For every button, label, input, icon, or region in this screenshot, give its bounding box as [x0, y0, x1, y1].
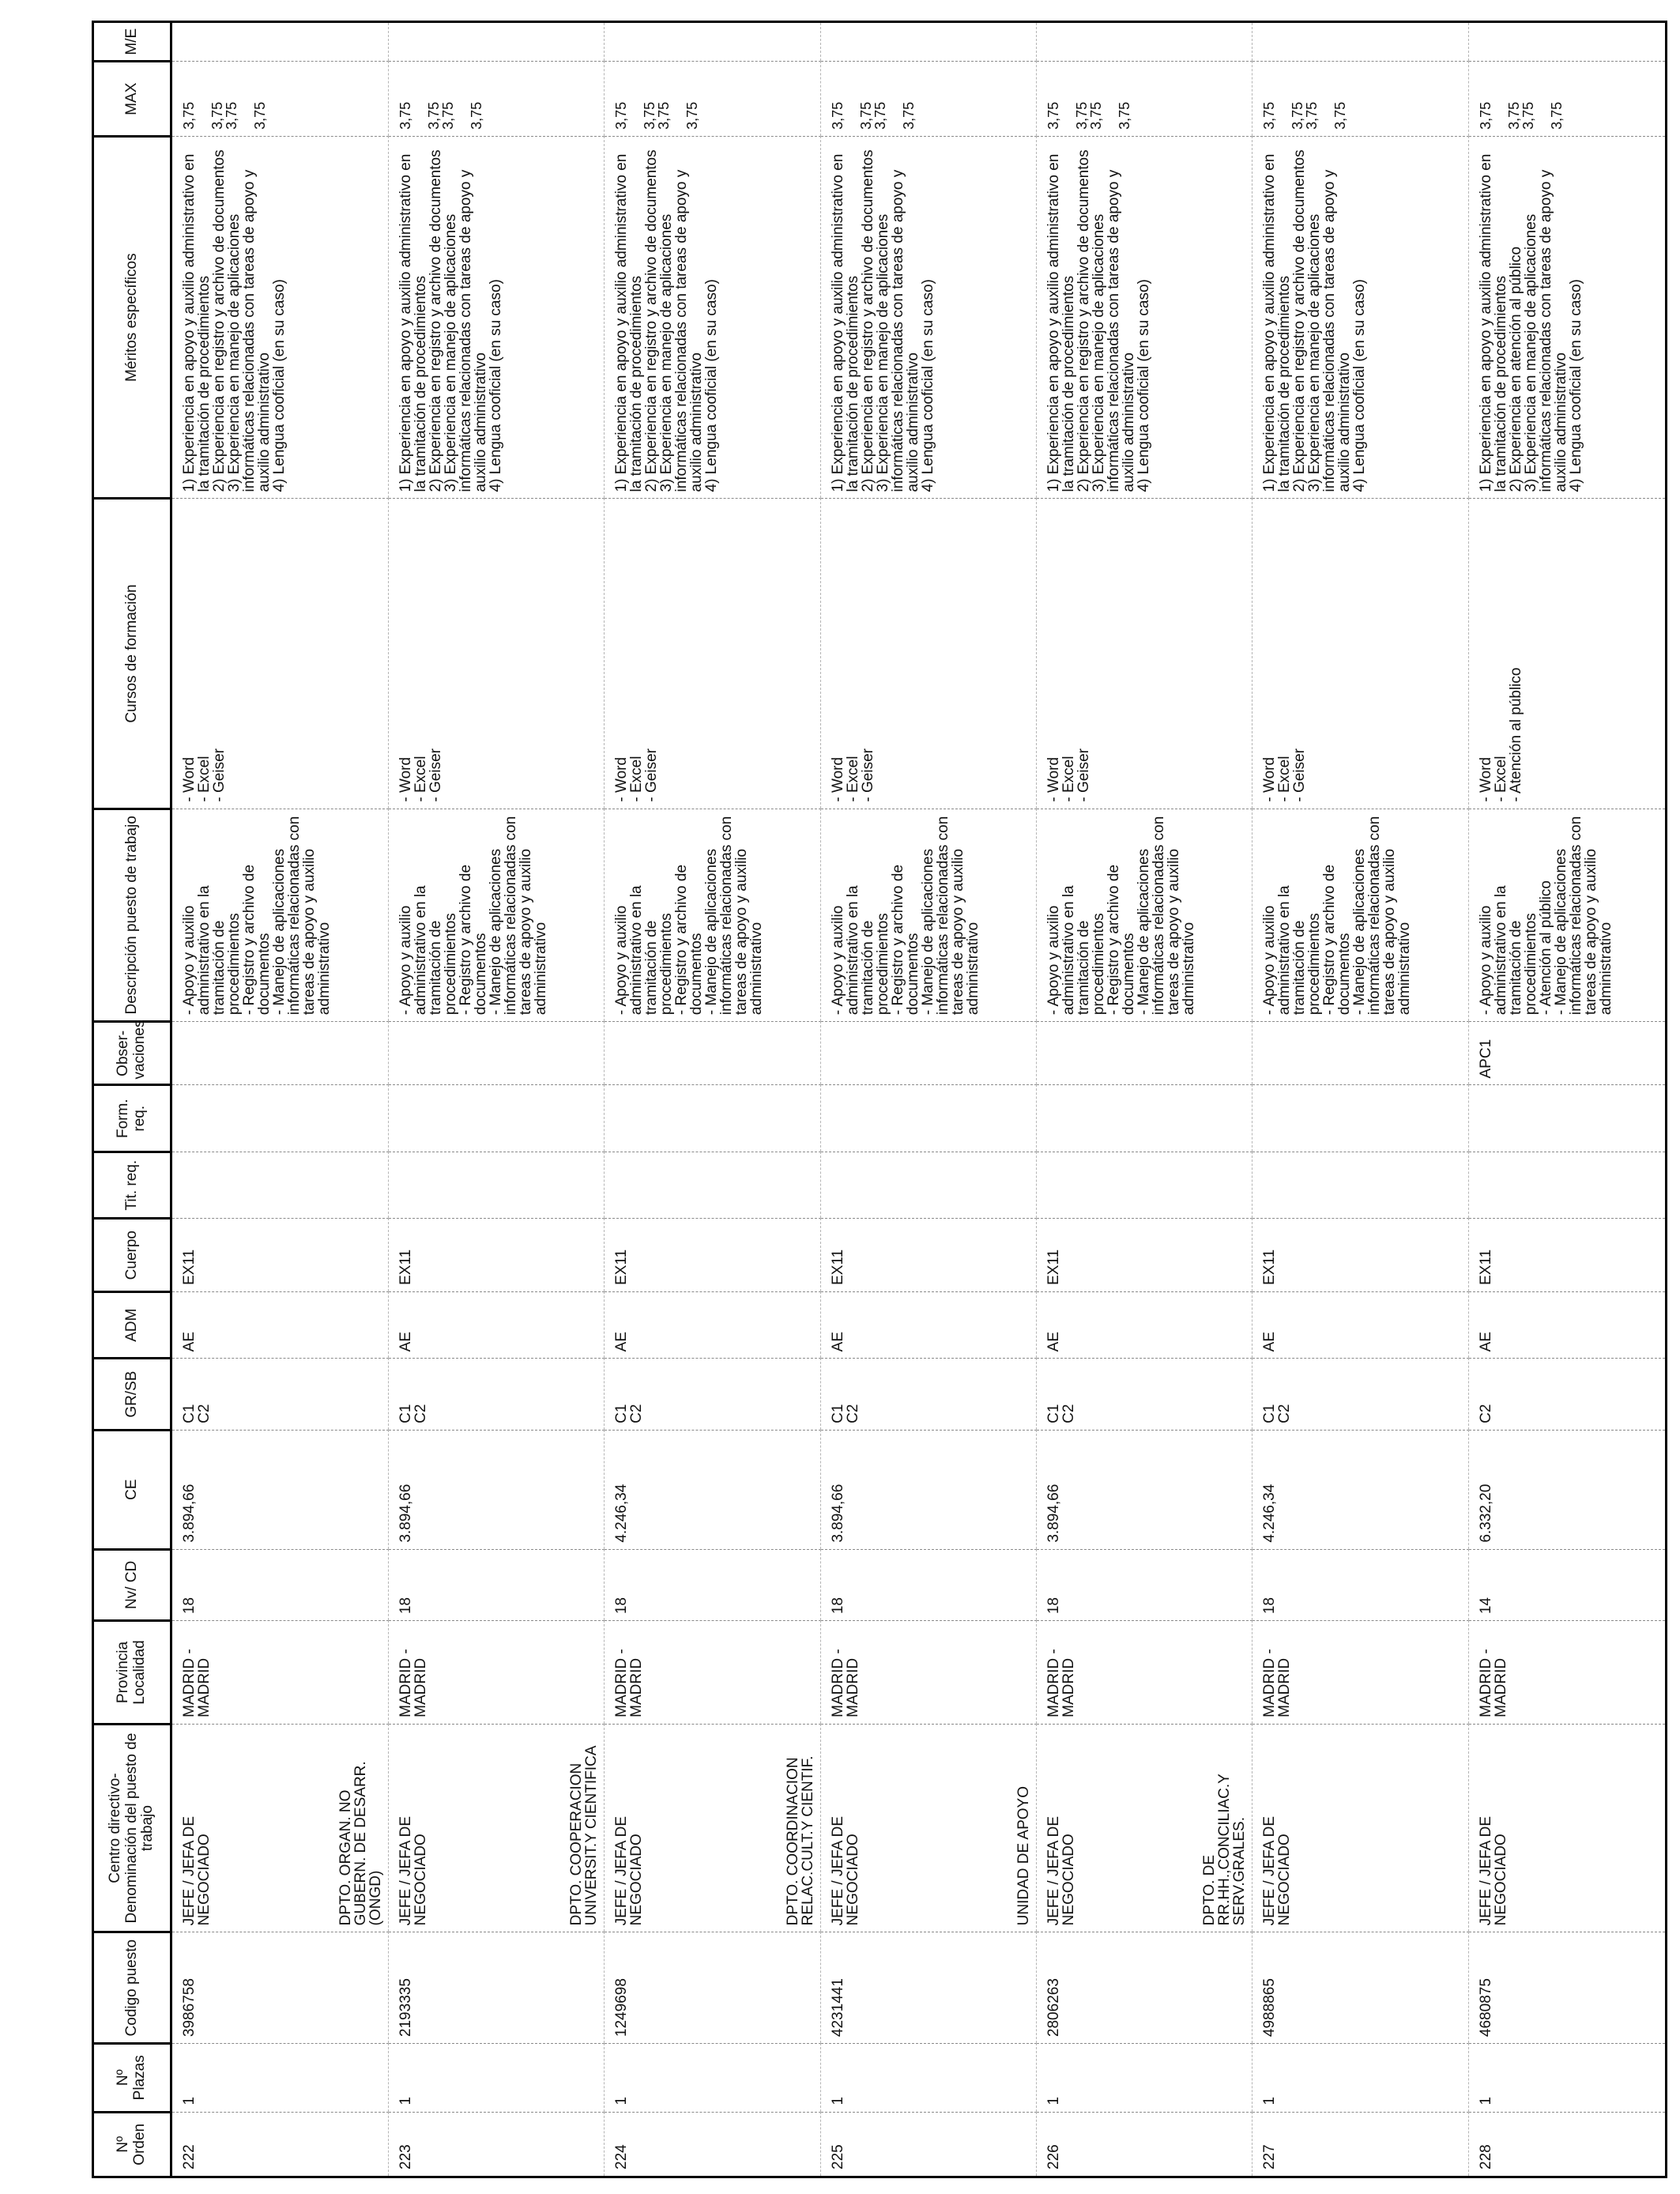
- cell-me: [171, 22, 389, 62]
- cell-nivel: 18: [1036, 1549, 1252, 1620]
- header-codigo: Codigo puesto: [93, 1932, 171, 2044]
- header-row: [93, 22, 171, 2177]
- cell-me: [1252, 22, 1468, 62]
- cell-cuerpo: EX11: [1252, 1219, 1468, 1292]
- centro-directivo-unidad: UNIDAD DE APOYO: [1015, 1785, 1032, 1926]
- header-meritos: Méritos específicos: [93, 136, 171, 499]
- cell-orden: 227: [1252, 2112, 1468, 2177]
- cell-descripcion: - Apoyo y auxilio administrativo en la tramitación de procedimientos - Atención al público - Manejo de aplicaciones informáticas relacionadas con tareas de apoyo y auxilio administrativo: [1468, 809, 1666, 1021]
- cell-tit-req: [820, 1152, 1036, 1218]
- cell-cursos: - Word - Excel - Geiser: [820, 499, 1036, 809]
- cell-centro-directivo: [1468, 1724, 1666, 1932]
- header-ce: CE: [93, 1430, 171, 1549]
- cell-observaciones: [820, 1022, 1036, 1085]
- puesto-denominacion: JEFE / JEFA DE NEGOCIADO: [1045, 1815, 1077, 1926]
- cell-codigo: 2806263: [1036, 1932, 1252, 2044]
- cell-cuerpo: EX11: [820, 1219, 1036, 1292]
- centro-directivo-unidad: DPTO. COOPERACION UNIVERSIT.Y CIENTIFICA: [568, 1745, 601, 1926]
- cell-centro-directivo: [388, 1724, 604, 1932]
- cell-me: [1468, 22, 1666, 62]
- header-cuerpo: Cuerpo: [93, 1219, 171, 1292]
- puesto-denominacion: JEFE / JEFA DE NEGOCIADO: [397, 1815, 429, 1926]
- puesto-denominacion: JEFE / JEFA DE NEGOCIADO: [1477, 1815, 1509, 1926]
- cell-nivel: 18: [1252, 1549, 1468, 1620]
- cell-orden: 225: [820, 2112, 1036, 2177]
- cell-plazas: 1: [820, 2044, 1036, 2112]
- cell-codigo: 1249698: [605, 1932, 820, 2044]
- table-row: [820, 22, 1036, 2177]
- cell-codigo: 4988865: [1252, 1932, 1468, 2044]
- cell-max: 3,75 3,75 3,75 3,75: [388, 62, 604, 137]
- cell-meritos: 1) Experiencia en apoyo y auxilio administrativo en la tramitación de procedimientos 2) Experiencia en registro y archivo de documentos 3) Experiencia en manejo de aplicaciones informáticas relacionadas con tareas de apoyo y auxilio administrativo 4) Lengua cooficial (en su caso): [605, 136, 820, 499]
- cell-cursos: - Word - Excel - Geiser: [605, 499, 820, 809]
- cell-codigo: 3986758: [171, 1932, 389, 2044]
- cell-centro-directivo: [171, 1724, 389, 1932]
- header-observaciones: Obser- vaciones: [93, 1022, 171, 1085]
- centro-directivo-unidad: DPTO. ORGAN. NO GUBERN. DE DESARR.(ONGD): [337, 1761, 384, 1926]
- header-max: MAX: [93, 62, 171, 137]
- cell-cursos: - Word - Excel - Atención al público: [1468, 499, 1666, 809]
- header-provincia: Provincia Localidad: [93, 1621, 171, 1725]
- cell-form-req: [171, 1085, 389, 1152]
- cell-meritos: 1) Experiencia en apoyo y auxilio administrativo en la tramitación de procedimientos 2) Experiencia en atención al público 3) Experiencia en manejo de aplicaciones informáticas relacionadas con tareas de apoyo y auxilio administrativo 4) Lengua cooficial (en su caso): [1468, 136, 1666, 499]
- cell-meritos: 1) Experiencia en apoyo y auxilio administrativo en la tramitación de procedimientos 2) Experiencia en registro y archivo de documentos 3) Experiencia en manejo de aplicaciones informáticas relacionadas con tareas de apoyo y auxilio administrativo 4) Lengua cooficial (en su caso): [171, 136, 389, 499]
- header-cursos: Cursos de formación: [93, 499, 171, 809]
- cell-cuerpo: EX11: [388, 1219, 604, 1292]
- cell-codigo: 4680875: [1468, 1932, 1666, 2044]
- cell-codigo: 2193335: [388, 1932, 604, 2044]
- table-row: [1036, 22, 1252, 2177]
- puesto-denominacion: JEFE / JEFA DE NEGOCIADO: [1261, 1815, 1294, 1926]
- header-descripcion: Descripción puesto de trabajo: [93, 809, 171, 1021]
- header-form-req: Form. req.: [93, 1085, 171, 1152]
- cell-tit-req: [388, 1152, 604, 1218]
- cell-grsb: C1 C2: [820, 1359, 1036, 1430]
- cell-adm: AE: [171, 1291, 389, 1358]
- cell-nivel: 18: [605, 1549, 820, 1620]
- cell-cursos: - Word - Excel - Geiser: [388, 499, 604, 809]
- cell-grsb: C1 C2: [388, 1359, 604, 1430]
- cell-provincia: MADRID - MADRID: [605, 1621, 820, 1725]
- header-grsb: GR/SB: [93, 1359, 171, 1430]
- cell-orden: 224: [605, 2112, 820, 2177]
- cell-tit-req: [605, 1152, 820, 1218]
- header-centro-directivo: Centro directivo- Denominación del puesto de trabajo: [93, 1724, 171, 1932]
- cell-tit-req: [1468, 1152, 1666, 1218]
- cell-me: [1036, 22, 1252, 62]
- cell-form-req: [388, 1085, 604, 1152]
- cell-cursos: - Word - Excel - Geiser: [1252, 499, 1468, 809]
- table-row: [171, 22, 389, 2177]
- cell-form-req: [605, 1085, 820, 1152]
- cell-form-req: [1468, 1085, 1666, 1152]
- puesto-denominacion: JEFE / JEFA DE NEGOCIADO: [829, 1815, 861, 1926]
- cell-plazas: 1: [171, 2044, 389, 2112]
- cell-provincia: MADRID - MADRID: [1036, 1621, 1252, 1725]
- cell-provincia: MADRID - MADRID: [820, 1621, 1036, 1725]
- cell-descripcion: - Apoyo y auxilio administrativo en la tramitación de procedimientos - Registro y archivo de documentos - Manejo de aplicaciones informáticas relacionadas con tareas de apoyo y auxilio administrativo: [605, 809, 820, 1021]
- cell-descripcion: - Apoyo y auxilio administrativo en la tramitación de procedimientos - Registro y archivo de documentos - Manejo de aplicaciones informáticas relacionadas con tareas de apoyo y auxilio administrativo: [1036, 809, 1252, 1021]
- cell-ce: 3.894,66: [820, 1430, 1036, 1549]
- header-plazas: Nº Plazas: [93, 2044, 171, 2112]
- cell-grsb: C1 C2: [1252, 1359, 1468, 1430]
- cell-centro-directivo: [605, 1724, 820, 1932]
- cell-me: [605, 22, 820, 62]
- cell-meritos: 1) Experiencia en apoyo y auxilio administrativo en la tramitación de procedimientos 2) Experiencia en registro y archivo de documentos 3) Experiencia en manejo de aplicaciones informáticas relacionadas con tareas de apoyo y auxilio administrativo 4) Lengua cooficial (en su caso): [388, 136, 604, 499]
- cell-cuerpo: EX11: [605, 1219, 820, 1292]
- cell-tit-req: [171, 1152, 389, 1218]
- cell-provincia: MADRID - MADRID: [171, 1621, 389, 1725]
- cell-tit-req: [1036, 1152, 1252, 1218]
- header-nivel: Nv/ CD: [93, 1549, 171, 1620]
- cell-form-req: [1252, 1085, 1468, 1152]
- cell-plazas: 1: [1468, 2044, 1666, 2112]
- cell-grsb: C1 C2: [171, 1359, 389, 1430]
- cell-nivel: 18: [388, 1549, 604, 1620]
- cell-ce: 6.332,20: [1468, 1430, 1666, 1549]
- cell-plazas: 1: [388, 2044, 604, 2112]
- cell-cuerpo: EX11: [1036, 1219, 1252, 1292]
- cell-form-req: [820, 1085, 1036, 1152]
- cell-nivel: 18: [171, 1549, 389, 1620]
- cell-max: 3,75 3,75 3,75 3,75: [605, 62, 820, 137]
- cell-orden: 228: [1468, 2112, 1666, 2177]
- cell-observaciones: [1252, 1022, 1468, 1085]
- cell-ce: 4.246,34: [605, 1430, 820, 1549]
- cell-tit-req: [1252, 1152, 1468, 1218]
- centro-directivo-unidad: DPTO. COORDINACION RELAC.CULT.Y CIENTIF.: [784, 1755, 816, 1926]
- cell-nivel: 18: [820, 1549, 1036, 1620]
- cell-orden: 226: [1036, 2112, 1252, 2177]
- cell-observaciones: [605, 1022, 820, 1085]
- cell-plazas: 1: [1252, 2044, 1468, 2112]
- cell-meritos: 1) Experiencia en apoyo y auxilio administrativo en la tramitación de procedimientos 2) Experiencia en registro y archivo de documentos 3) Experiencia en manejo de aplicaciones informáticas relacionadas con tareas de apoyo y auxilio administrativo 4) Lengua cooficial (en su caso): [1036, 136, 1252, 499]
- cell-observaciones: [171, 1022, 389, 1085]
- cell-codigo: 4231441: [820, 1932, 1036, 2044]
- header-orden: Nº Orden: [93, 2112, 171, 2177]
- cell-observaciones: [388, 1022, 604, 1085]
- cell-ce: 3.894,66: [171, 1430, 389, 1549]
- cell-centro-directivo: [1252, 1724, 1468, 1932]
- cell-descripcion: - Apoyo y auxilio administrativo en la tramitación de procedimientos - Registro y archivo de documentos - Manejo de aplicaciones informáticas relacionadas con tareas de apoyo y auxilio administrativo: [388, 809, 604, 1021]
- table-row: [1252, 22, 1468, 2177]
- cell-descripcion: - Apoyo y auxilio administrativo en la tramitación de procedimientos - Registro y archivo de documentos - Manejo de aplicaciones informáticas relacionadas con tareas de apoyo y auxilio administrativo: [1252, 809, 1468, 1021]
- cell-ce: 4.246,34: [1252, 1430, 1468, 1549]
- cell-grsb: C2: [1468, 1359, 1666, 1430]
- cell-max: 3,75 3,75 3,75 3,75: [820, 62, 1036, 137]
- header-me: M/E: [93, 22, 171, 62]
- cell-observaciones: APC1: [1468, 1022, 1666, 1085]
- cell-nivel: 14: [1468, 1549, 1666, 1620]
- cell-adm: AE: [388, 1291, 604, 1358]
- cell-plazas: 1: [605, 2044, 820, 2112]
- puesto-denominacion: JEFE / JEFA DE NEGOCIADO: [181, 1815, 213, 1926]
- cell-max: 3,75 3,75 3,75 3,75: [1252, 62, 1468, 137]
- cell-adm: AE: [1252, 1291, 1468, 1358]
- table-body: [171, 22, 1667, 2177]
- centro-directivo-unidad: DPTO. DE RR.HH.,CONCILIAC.Y SERV.GRALES.: [1201, 1774, 1249, 1926]
- cell-centro-directivo: [820, 1724, 1036, 1932]
- cell-orden: 223: [388, 2112, 604, 2177]
- cell-provincia: MADRID - MADRID: [1252, 1621, 1468, 1725]
- cell-max: 3,75 3,75 3,75 3,75: [1036, 62, 1252, 137]
- cell-max: 3,75 3,75 3,75 3,75: [171, 62, 389, 137]
- job-positions-table: [92, 21, 1667, 2178]
- cell-observaciones: [1036, 1022, 1252, 1085]
- cell-meritos: 1) Experiencia en apoyo y auxilio administrativo en la tramitación de procedimientos 2) Experiencia en registro y archivo de documentos 3) Experiencia en manejo de aplicaciones informáticas relacionadas con tareas de apoyo y auxilio administrativo 4) Lengua cooficial (en su caso): [820, 136, 1036, 499]
- cell-cuerpo: EX11: [1468, 1219, 1666, 1292]
- cell-adm: AE: [605, 1291, 820, 1358]
- cell-descripcion: - Apoyo y auxilio administrativo en la tramitación de procedimientos - Registro y archivo de documentos - Manejo de aplicaciones informáticas relacionadas con tareas de apoyo y auxilio administrativo: [820, 809, 1036, 1021]
- cell-orden: 222: [171, 2112, 389, 2177]
- table-row: [1468, 22, 1666, 2177]
- cell-meritos: 1) Experiencia en apoyo y auxilio administrativo en la tramitación de procedimientos 2) Experiencia en registro y archivo de documentos 3) Experiencia en manejo de aplicaciones informáticas relacionadas con tareas de apoyo y auxilio administrativo 4) Lengua cooficial (en su caso): [1252, 136, 1468, 499]
- cell-cursos: - Word - Excel - Geiser: [1036, 499, 1252, 809]
- cell-provincia: MADRID - MADRID: [1468, 1621, 1666, 1725]
- cell-grsb: C1 C2: [605, 1359, 820, 1430]
- cell-cursos: - Word - Excel - Geiser: [171, 499, 389, 809]
- cell-max: 3,75 3,75 3,75 3,75: [1468, 62, 1666, 137]
- cell-adm: AE: [1036, 1291, 1252, 1358]
- cell-centro-directivo: [1036, 1724, 1252, 1932]
- cell-me: [820, 22, 1036, 62]
- puesto-denominacion: JEFE / JEFA DE NEGOCIADO: [613, 1815, 646, 1926]
- cell-me: [388, 22, 604, 62]
- cell-adm: AE: [820, 1291, 1036, 1358]
- cell-descripcion: - Apoyo y auxilio administrativo en la tramitación de procedimientos - Registro y archivo de documentos - Manejo de aplicaciones informáticas relacionadas con tareas de apoyo y auxilio administrativo: [171, 809, 389, 1021]
- cell-adm: AE: [1468, 1291, 1666, 1358]
- header-adm: ADM: [93, 1291, 171, 1358]
- cell-cuerpo: EX11: [171, 1219, 389, 1292]
- cell-form-req: [1036, 1085, 1252, 1152]
- cell-plazas: 1: [1036, 2044, 1252, 2112]
- table-row: [388, 22, 604, 2177]
- table-row: [605, 22, 820, 2177]
- cell-grsb: C1 C2: [1036, 1359, 1252, 1430]
- header-tit-req: Tit. req.: [93, 1152, 171, 1218]
- cell-provincia: MADRID - MADRID: [388, 1621, 604, 1725]
- cell-ce: 3.894,66: [388, 1430, 604, 1549]
- cell-ce: 3.894,66: [1036, 1430, 1252, 1549]
